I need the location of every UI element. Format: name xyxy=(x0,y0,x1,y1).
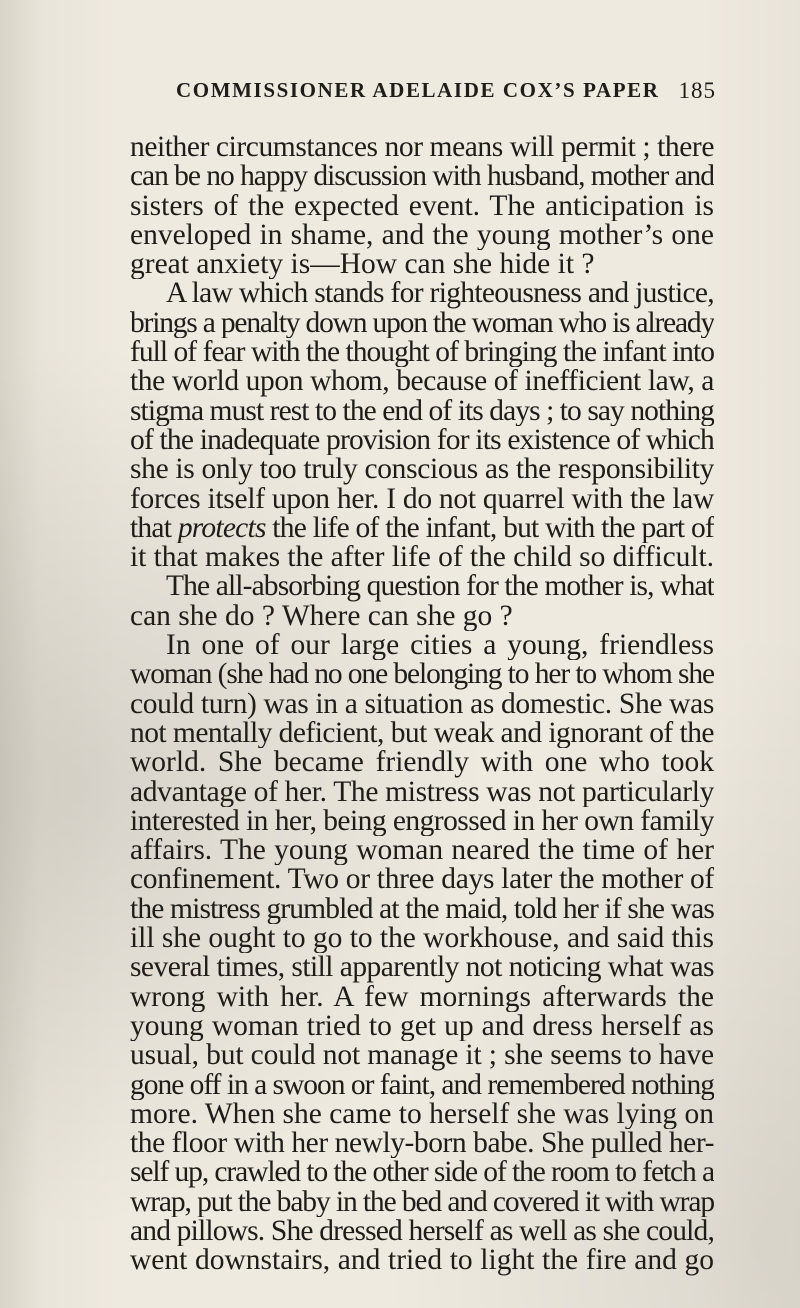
text-line: The all-absorbing question for the mother is, what xyxy=(166,572,714,602)
text-line: gone off in a swoon or faint, and remembered nothing xyxy=(130,1070,714,1100)
text-line: could turn) was in a situation as domestic. She was xyxy=(130,689,714,719)
emphasized-word: protects xyxy=(177,513,266,544)
text-line: enveloped in shame, and the young mother’s one xyxy=(130,220,714,251)
text-line: and pillows. She dressed herself as well as she could, xyxy=(130,1216,714,1247)
text-line: that protects the life of the infant, but with the part of xyxy=(130,513,714,544)
text-line: sisters of the expected event. The anticipation is xyxy=(130,191,714,221)
text-line: the mistress grumbled at the maid, told her if she was xyxy=(130,894,714,925)
text-line: In one of our large cities a young, friendless xyxy=(166,631,714,661)
text-line: the world upon whom, because of inefficient law, a xyxy=(130,367,714,397)
text-line: A law which stands for righteousness and justice, xyxy=(166,279,714,309)
text-line: brings a penalty down upon the woman who is already xyxy=(130,308,714,339)
text-line: self up, crawled to the other side of the room to fetch a xyxy=(130,1158,714,1188)
text-line: affairs. The young woman neared the time of her xyxy=(130,836,714,866)
text-line: woman (she had no one belonging to her to whom she xyxy=(130,660,714,690)
text-line: confinement. Two or three days later the mother of xyxy=(130,865,714,895)
text-line: went downstairs, and tried to light the fire and go xyxy=(130,1246,714,1276)
text-line: several times, still apparently not noticing what was xyxy=(130,953,714,983)
text-line: the floor with her newly-born babe. She pulled her- xyxy=(130,1129,714,1159)
text-line: world. She became friendly with one who took xyxy=(130,748,714,778)
text-line: usual, but could not manage it ; she seems to have xyxy=(130,1041,714,1071)
text-line: great anxiety is—How can she hide it ? xyxy=(130,250,595,280)
running-head: COMMISSIONER ADELAIDE COX’S PAPER xyxy=(176,78,660,102)
text-line: full of fear with the thought of bringing the infant into xyxy=(130,338,714,368)
text-line: wrap, put the baby in the bed and covered it with wrap xyxy=(130,1187,714,1217)
text-line: ill she ought to go to the workhouse, and said this xyxy=(130,924,714,954)
text-line: forces itself upon her. I do not quarrel with the law xyxy=(130,484,714,514)
text-line: can she do ? Where can she go ? xyxy=(130,601,513,632)
text-line: wrong with her. A few mornings afterwards the xyxy=(130,982,714,1012)
text-line: stigma must rest to the end of its days ; to say nothing xyxy=(130,396,714,426)
text-line: can be no happy discussion with husband, mother and xyxy=(130,162,714,192)
page-number: 185 xyxy=(678,78,716,103)
page-header xyxy=(176,78,716,112)
text-line: it that makes the after life of the child so difficult. xyxy=(130,543,714,573)
text-line: she is only too truly conscious as the responsibility xyxy=(130,455,714,485)
text-line: neither circumstances nor means will permit ; there xyxy=(130,133,714,163)
text-line: of the inadequate provision for its existence of which xyxy=(130,425,714,456)
text-line: not mentally deficient, but weak and ignorant of the xyxy=(130,718,714,749)
text-line: advantage of her. The mistress was not particularly xyxy=(130,777,714,807)
text-line: young woman tried to get up and dress herself as xyxy=(130,1011,714,1042)
body-text xyxy=(130,133,714,1276)
text-line: more. When she came to herself she was lying on xyxy=(130,1099,714,1130)
text-line: interested in her, being engrossed in her own family xyxy=(130,806,714,837)
